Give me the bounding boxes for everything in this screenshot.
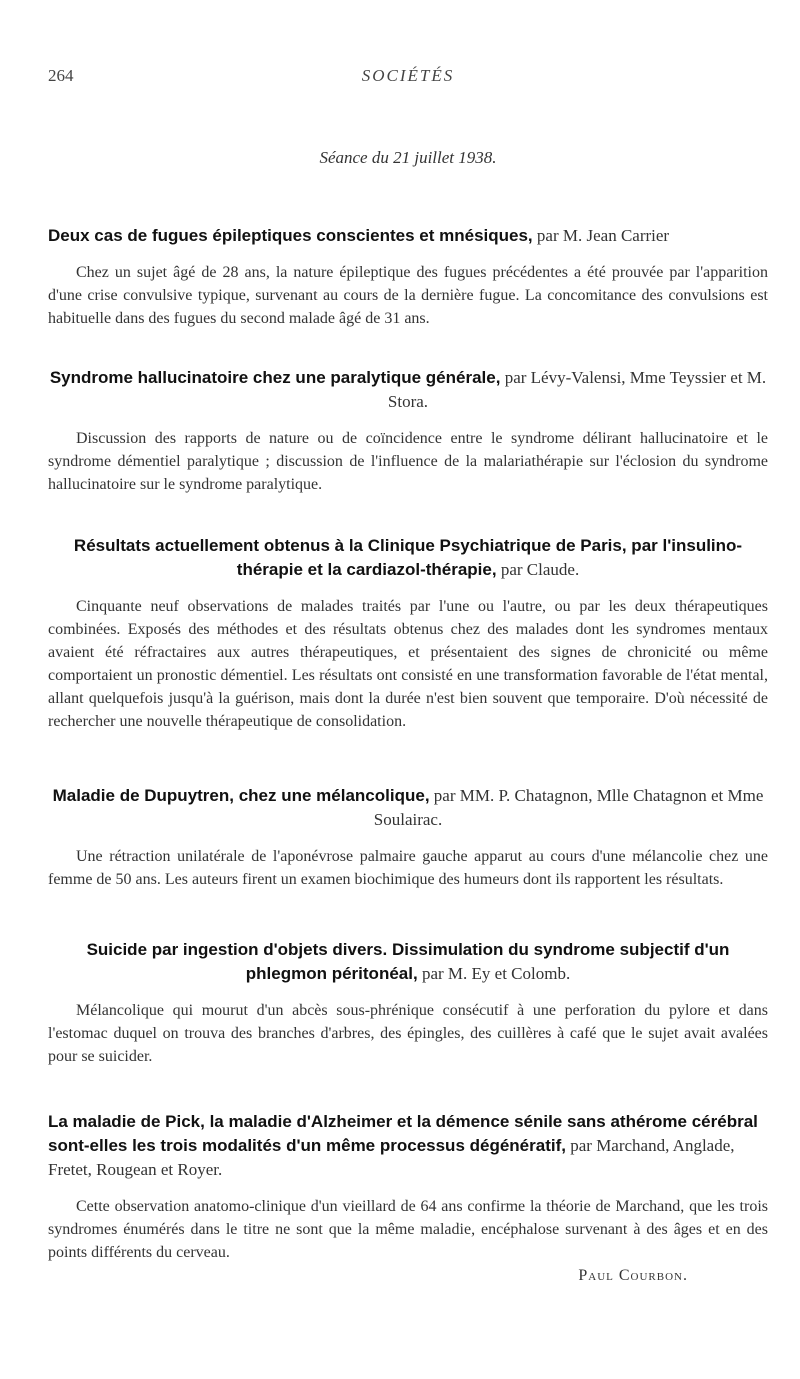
article-authors: par M. Jean Carrier [536, 226, 670, 245]
article-authors: par MM. P. Chatagnon, Mlle Chatagnon et Mme Soulairac. [373, 786, 764, 829]
article-summary: Discussion des rapports de nature ou de coïncidence entre le syndrome délirant hallucinatoire et le syndrome démentiel paralytique ; discussion de l'influence de la malariathérapie sur l'éclosion du syndrome hallucinatoire sur le syndrome paralytique. [48, 430, 768, 493]
article-resultats-clinique [48, 534, 768, 733]
article-syndrome-hallucinatoire [48, 366, 768, 496]
article-heading [48, 366, 768, 414]
article-title: La maladie de Pick, la maladie d'Alzheimer et la démence sénile sans athérome cérébral sont-elles les trois modalités d'un même processus dégénératif, [48, 1112, 758, 1155]
article-heading [48, 938, 768, 986]
article-suicide-ingestion [48, 938, 768, 1068]
article-title: Deux cas de fugues épileptiques conscientes et mnésiques, [48, 226, 533, 245]
article-summary: Cinquante neuf observations de malades traités par l'une ou l'autre, ou par les deux thérapeutiques combinées. Exposés des méthodes et des résultats obtenus chez des malades dont les syndromes mentaux avaient été réfractaires aux autres thérapeutiques, et présentaient des signes de chronicité ou même comportaient un pronostic démentiel. Les résultats ont consisté en une transformation favorable de l'état mental, allant quelquefois jusqu'à la guérison, mais dont la durée n'est bien souvent que temporaire. D'où nécessité de rechercher une nouvelle thérapeutique de consolidation. [48, 598, 768, 730]
page-number: 264 [48, 66, 74, 85]
article-summary: Chez un sujet âgé de 28 ans, la nature épileptique des fugues précédentes a été prouvée par l'apparition d'une crise convulsive typique, survenant au cours de la dernière fugue. La concomitance des convulsions est habituelle dans des fugues du second malade âgé de 31 ans. [48, 264, 768, 327]
running-header [48, 66, 768, 88]
article-title: Syndrome hallucinatoire chez une paralytique générale, [49, 368, 501, 387]
article-title: Suicide par ingestion d'objets divers. Dissimulation du syndrome subjectif d'un phlegmon péritonéal, [86, 940, 730, 983]
article-authors: par Claude. [500, 560, 580, 579]
article-summary: Mélancolique qui mourut d'un abcès sous-phrénique consécutif à une perforation du pylore et dans l'estomac duquel on trouva des branches d'arbres, des épingles, des cuillères à café que le sujet avait avalées pour se suicider. [48, 1002, 768, 1065]
article-heading [48, 784, 768, 832]
author-signature: Paul Courbon. [578, 1267, 688, 1284]
article-fugues-epileptiques [48, 224, 768, 330]
article-title: Maladie de Dupuytren, chez une mélancolique, [52, 786, 430, 805]
session-date: Séance du 21 juillet 1938. [319, 148, 497, 167]
article-authors: par Marchand, Anglade, Fretet, Rougean et Royer. [48, 1136, 735, 1179]
journal-title: SOCIÉTÉS [361, 66, 455, 85]
article-heading [48, 1110, 768, 1182]
article-authors: par Lévy-Valensi, Mme Teyssier et M. Stora. [387, 368, 767, 411]
article-heading [48, 534, 768, 582]
article-title: Résultats actuellement obtenus à la Clinique Psychiatrique de Paris, par l'insulino-thérapie et la cardiazol-thérapie, [73, 536, 743, 579]
article-summary: Une rétraction unilatérale de l'aponévrose palmaire gauche apparut au cours d'une mélancolie chez une femme de 50 ans. Les auteurs firent un examen biochimique des humeurs dont ils rapportent les résultats. [48, 848, 768, 888]
article-heading [48, 224, 768, 248]
article-summary: Cette observation anatomo-clinique d'un vieillard de 64 ans confirme la théorie de Marchand, que les trois syndromes énumérés dans le titre ne sont que la même maladie, encéphalose survenant à des âges et en des points différents du cerveau. [48, 1198, 768, 1261]
article-maladie-pick [48, 1110, 768, 1287]
article-maladie-dupuytren [48, 784, 768, 891]
article-authors: par M. Ey et Colomb. [421, 964, 571, 983]
